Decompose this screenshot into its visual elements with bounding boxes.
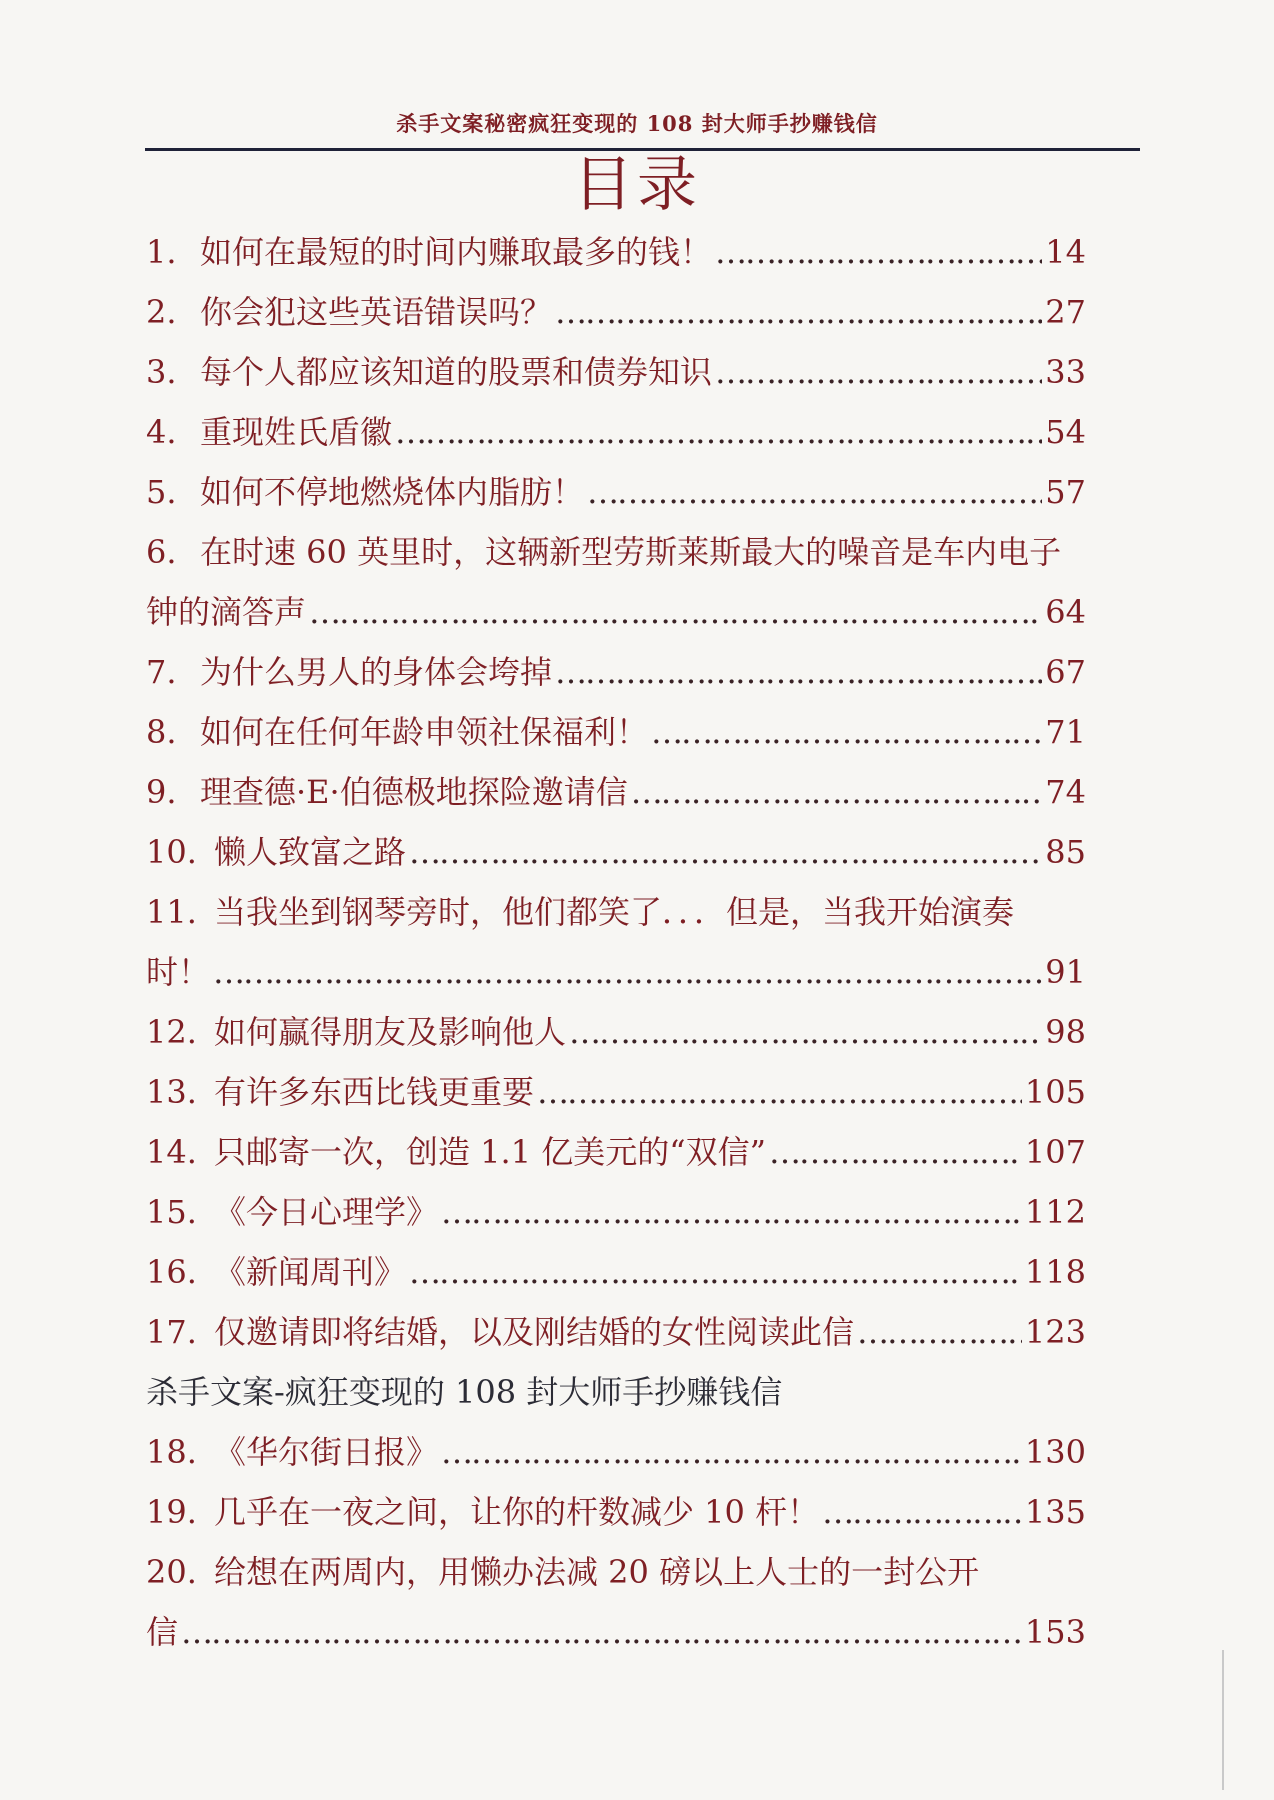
toc-entry[interactable] (146, 1182, 1086, 1242)
toc-entry-title-line2: 钟的滴答声 (146, 593, 307, 631)
toc-entry[interactable] (146, 402, 1086, 462)
toc-entry-page: 118 (1024, 1253, 1086, 1291)
toc-entry-number: 13. (146, 1073, 197, 1111)
leader-dots (822, 1482, 1022, 1542)
leader-dots (715, 222, 1042, 282)
toc-entry-page: 14 (1045, 233, 1086, 271)
leader-dots (395, 402, 1042, 462)
toc-entry-page: 105 (1024, 1073, 1086, 1111)
leader-dots (631, 762, 1043, 822)
toc-entry-number: 19. (146, 1493, 197, 1531)
toc-entry-number: 2. (146, 293, 177, 331)
toc-entry[interactable] (146, 1062, 1086, 1122)
leader-dots (213, 942, 1042, 1002)
leader-dots (555, 282, 1042, 342)
toc-entry[interactable] (146, 342, 1086, 402)
toc-entry-number: 17. (146, 1313, 197, 1351)
toc-entry-title: 如何在最短的时间内赚取最多的钱！ (200, 233, 713, 271)
toc-entry-page: 74 (1045, 773, 1086, 811)
toc-entry-title: 你会犯这些英语错误吗？ (200, 293, 553, 331)
toc-entry-number: 8. (146, 713, 177, 751)
toc-entry[interactable] (146, 642, 1086, 702)
toc-entry-title-line1: 给想在两周内，用懒办法减 20 磅以上人士的一封公开 (214, 1553, 980, 1591)
leader-dots (441, 1422, 1022, 1482)
toc-title: 目录 (573, 150, 701, 220)
toc-entry-title-line2: 信 (146, 1613, 179, 1651)
leader-dots (857, 1302, 1022, 1362)
toc-entry-number: 7. (146, 653, 177, 691)
toc-entry[interactable] (146, 462, 1086, 522)
toc-entry-title-line1: 当我坐到钢琴旁时，他们都笑了．．．但是，当我开始演奏 (214, 893, 1015, 931)
toc-entry-page: 27 (1045, 293, 1086, 331)
toc-entry[interactable] (146, 1242, 1086, 1302)
toc-entry-page: 112 (1024, 1193, 1086, 1231)
leader-dots (715, 342, 1042, 402)
toc-entry-page: 54 (1045, 413, 1086, 451)
toc-entry-page: 57 (1045, 473, 1086, 511)
leader-dots (537, 1062, 1022, 1122)
toc-entry-number: 10. (146, 833, 197, 871)
toc-entry-number: 20. (146, 1553, 197, 1591)
toc-entry-number: 1. (146, 233, 177, 271)
toc-entry-page: 107 (1024, 1133, 1086, 1171)
leader-dots (409, 822, 1042, 882)
toc-entry[interactable] (146, 1122, 1086, 1182)
toc-entry-title: 有许多东西比钱更重要 (214, 1073, 535, 1111)
toc-entry[interactable] (146, 882, 1086, 1002)
toc-entry-page: 98 (1045, 1013, 1086, 1051)
toc-entry[interactable] (146, 1302, 1086, 1362)
toc-entry-title: 重现姓氏盾徽 (200, 413, 393, 451)
toc-entry-title: 理查德·E·伯德极地探险邀请信 (200, 773, 628, 811)
toc-entry-title: 只邮寄一次，创造 1.1 亿美元的“双信” (214, 1133, 766, 1171)
toc-entry-number: 14. (146, 1133, 197, 1171)
toc-entry[interactable] (146, 1002, 1086, 1062)
running-header: 杀手文案秘密疯狂变现的 108 封大师手抄赚钱信 (396, 111, 878, 136)
toc-entry-page: 67 (1045, 653, 1086, 691)
toc-entry-title: 每个人都应该知道的股票和债券知识 (200, 353, 713, 391)
toc-entry-number: 6. (146, 533, 177, 571)
toc-entry-number: 4. (146, 413, 177, 451)
toc-entry-title: 仅邀请即将结婚，以及刚结婚的女性阅读此信 (214, 1313, 855, 1351)
toc-entry-title: 《华尔街日报》 (214, 1433, 439, 1471)
leader-dots (309, 582, 1042, 642)
toc-entry-number: 15. (146, 1193, 197, 1231)
leader-dots (441, 1182, 1022, 1242)
leader-dots (769, 1122, 1022, 1182)
toc-entry[interactable] (146, 1482, 1086, 1542)
scan-edge-mark (1222, 1650, 1224, 1790)
toc-entry-title: 懒人致富之路 (214, 833, 407, 871)
toc-entry-page: 33 (1045, 353, 1086, 391)
toc-entry-page: 130 (1024, 1433, 1086, 1471)
toc-entry-page: 64 (1045, 593, 1086, 631)
toc-entry-page: 85 (1045, 833, 1086, 871)
toc-entry[interactable] (146, 762, 1086, 822)
toc-entry[interactable] (146, 522, 1086, 642)
leader-dots (409, 1242, 1022, 1302)
toc-entry[interactable] (146, 702, 1086, 762)
toc-entry-number: 9. (146, 773, 177, 811)
toc-entry-title-line1: 在时速 60 英里时，这辆新型劳斯莱斯最大的噪音是车内电子 (200, 533, 1062, 571)
leader-dots (569, 1002, 1042, 1062)
leader-dots (181, 1602, 1022, 1662)
toc-entry-number: 18. (146, 1433, 197, 1471)
toc-entry-title-line2: 时！ (146, 953, 211, 991)
toc-entry-number: 16. (146, 1253, 197, 1291)
toc-entry[interactable] (146, 1542, 1086, 1662)
leader-dots (587, 462, 1042, 522)
toc-entry-number: 11. (146, 893, 197, 931)
toc-entry-title: 如何在任何年龄申领社保福利！ (200, 713, 649, 751)
toc-entry-title: 如何赢得朋友及影响他人 (214, 1013, 567, 1051)
toc-entry-title: 几乎在一夜之间，让你的杆数减少 10 杆！ (214, 1493, 820, 1531)
toc-entry[interactable] (146, 222, 1086, 282)
toc-entry-page: 71 (1045, 713, 1086, 751)
toc-entry-title: 《新闻周刊》 (214, 1253, 407, 1291)
toc-entry-number: 5. (146, 473, 177, 511)
toc-entry-title: 为什么男人的身体会垮掉 (200, 653, 553, 691)
toc-section-subtitle: 杀手文案-疯狂变现的 108 封大师手抄赚钱信 (146, 1373, 783, 1411)
toc-entry-page: 123 (1024, 1313, 1086, 1351)
toc-entry-title: 如何不停地燃烧体内脂肪！ (200, 473, 585, 511)
toc-entry-page: 91 (1045, 953, 1086, 991)
toc-entry[interactable] (146, 1422, 1086, 1482)
toc-entry-page: 153 (1024, 1613, 1086, 1651)
toc-entry-number: 3. (146, 353, 177, 391)
leader-dots (555, 642, 1042, 702)
toc-entry[interactable] (146, 822, 1086, 882)
toc-entry-page: 135 (1024, 1493, 1086, 1531)
toc-list (146, 222, 1086, 1662)
toc-entry[interactable] (146, 282, 1086, 342)
leader-dots (651, 702, 1042, 762)
toc-entry-title: 《今日心理学》 (214, 1193, 439, 1231)
toc-entry-number: 12. (146, 1013, 197, 1051)
